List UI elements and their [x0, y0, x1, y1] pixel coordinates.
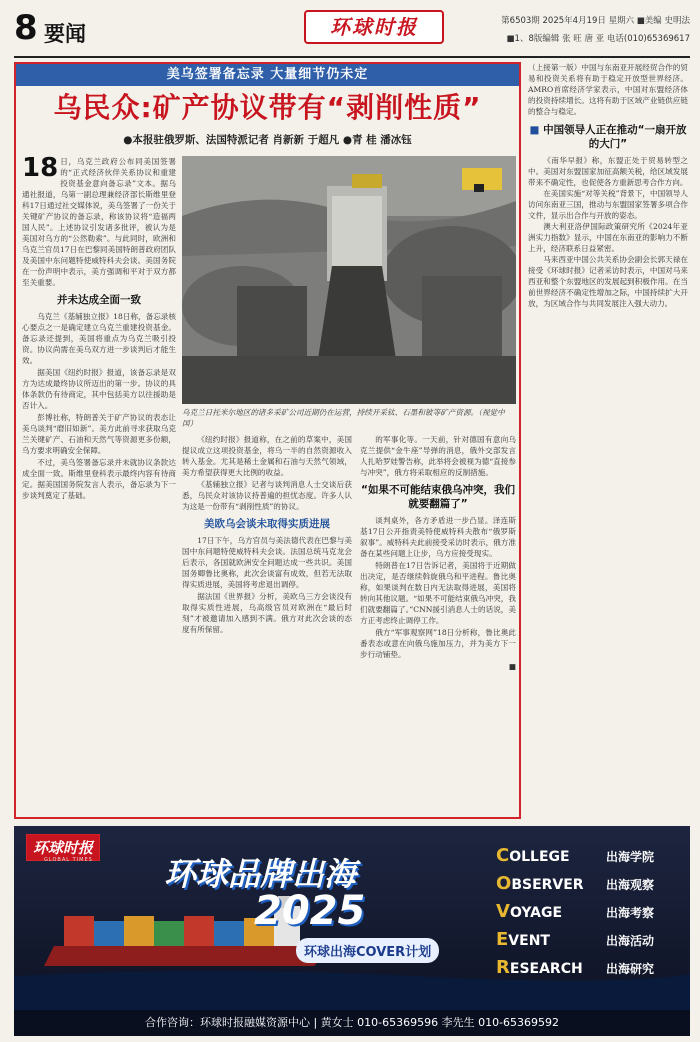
page-header	[14, 8, 690, 52]
header-rule	[14, 56, 690, 58]
article-column-1	[22, 156, 176, 811]
ad-brand-title: 环球品牌出海	[164, 855, 357, 893]
paragraph: 《南华早报》称，东盟正处于贸易转型之中。美国对东盟国家加征高额关税，给区域发展带来不确定性，也促使各方重新思考合作方向。	[528, 156, 688, 187]
masthead-logo: 环球时报	[304, 10, 444, 44]
page-number: 8	[14, 8, 38, 48]
section-heading: 并未达成全面一致	[57, 294, 141, 306]
ad-logo-subtitle: GLOBAL TIMES	[44, 857, 93, 863]
section-heading	[528, 123, 688, 151]
ad-word: ESEARCH	[509, 961, 583, 977]
ad-program-item[interactable]	[496, 954, 686, 982]
ad-initial: E	[496, 929, 509, 950]
ad-contact-bar: 合作咨询：环球时报融媒资源中心 | 黄女士 010-65369596 李先生 010-65369592	[14, 1010, 690, 1036]
paragraph: （上接第一版）中国与东南亚开展经贸合作的贸易和投资关系将有助于稳定开放型世界经济。AMRO首席经济学家表示，中国对东盟经济体的投资持续增长。这将有助于区域产业链供应链的整合与稳定。	[528, 63, 688, 116]
ad-program-name: 出海活动	[606, 934, 655, 948]
ad-program-name: 出海观察	[606, 878, 655, 892]
bullet-icon: ■	[529, 124, 540, 136]
ad-program-name: 出海研究	[606, 962, 655, 976]
article-column-3	[360, 434, 516, 812]
article-byline: ●本报驻俄罗斯、法国特派记者 肖新新 于超凡 ●青 桂 潘冰钰	[123, 134, 412, 146]
article-column-2	[182, 434, 352, 812]
paragraph: 特朗普在17日告诉记者，美国将于近期做出决定，是否继续斡旋俄乌和平进程。鲁比奥称，如果谈判在数日内无法取得进展，美国将转向其他议题。“如果不可能结束俄乌冲突，我们就要翻篇了。”CNN援引消息人士的话说，美方正考虑终止调停工作。	[360, 561, 516, 625]
ad-initial: V	[496, 901, 510, 922]
paragraph: 彭博社称，特朗普关于矿产协议的表态让美乌谈判“磨旧如新”。美方此前寻求获取乌克兰关键矿产、石油和天然气等资源更多份额，乌方要求明确安全保障。	[22, 413, 176, 455]
ad-word: BSERVER	[511, 877, 584, 893]
ad-word: OYAGE	[509, 905, 563, 921]
paragraph: 乌克兰《基辅独立报》18日称，备忘录核心要点之一是确定建立乌克兰重建投资基金。备忘录还提到，美国将重点为乌克兰吸引投资。协议尚需在美乌双方进一步谈判后才能生效。	[22, 312, 176, 365]
ad-program-item[interactable]	[496, 870, 686, 898]
photo-caption: 乌克兰日托米尔地区的诸多采矿公司近期仍在运营，持续开采钛、石墨和铍等矿产资源。（视觉中国）	[182, 408, 505, 428]
ad-program-item[interactable]	[496, 898, 686, 926]
paragraph: 澳大利亚洛伊国际政策研究所《2024年亚洲实力指数》显示，中国在东南亚的影响力不断上升，经济联系日益紧密。	[528, 222, 688, 253]
paragraph: 据美国《纽约时报》报道，该备忘录是双方为达成最终协议所迈出的第一步。协议的具体条款仍有待商定，其中包括美方以往援助是否计入。	[22, 368, 176, 410]
ad-program-name: 出海考察	[606, 906, 655, 920]
paragraph: 俄方“军事观察网”18日分析称，鲁比奥此番表态或意在向俄乌施加压力，并为美方下一步行动铺垫。	[360, 628, 516, 659]
paragraph: 《基辅独立报》记者与谈判消息人士交谈后获悉，乌民众对该协议持普遍的担忧态度。许多人认为这是一份带有“剥削性质”的协议。	[182, 480, 352, 511]
mine-photo	[182, 156, 516, 404]
advertisement-banner[interactable]	[14, 826, 690, 1036]
article-headline: 乌民众:矿产协议带有“剥削性质”	[53, 91, 482, 124]
section-heading: 美欧乌会谈未取得实质进展	[204, 518, 330, 530]
paragraph: 据法国《世界报》分析，美欧乌三方会谈没有取得实质性进展，乌高级官员对欧洲在“最后时刻”才被邀请加入感到不满。俄方对此次会谈的态度有所保留。	[182, 592, 352, 634]
ad-word: OLLEGE	[509, 849, 570, 865]
continued-article	[528, 62, 688, 819]
dropcap: 18	[22, 156, 59, 183]
pull-quote-heading: “如果不可能结束俄乌冲突，我们就要翻篇了”	[361, 484, 515, 510]
main-article	[14, 62, 521, 819]
ad-program-item[interactable]	[496, 842, 686, 870]
ad-initial: O	[496, 873, 512, 894]
end-mark: ■	[508, 662, 516, 671]
ad-plan-badge: 环球出海COVER计划	[296, 938, 439, 963]
editor-info: ■1、8版编辑 张 旺 唐 亚 电话(010)65369617	[506, 34, 690, 44]
mine-illustration	[182, 156, 516, 404]
paragraph: 谈判桌外，各方矛盾进一步凸显。泽连斯基17日公开指责美特使威特科夫散布“俄罗斯叙事”。威特科夫此前接受采访时表示，俄方准备在某些问题上让步，乌方应接受现实。	[360, 516, 516, 558]
ad-word: VENT	[508, 933, 550, 949]
paragraph: 在美国实施“对等关税”背景下，中国领导人访问东南亚三国，推动与东盟国家签署多项合作文件，显示出合作与开放的姿态。	[528, 189, 688, 220]
article-kicker: 美乌签署备忘录 大量细节仍未定	[16, 64, 519, 86]
section-name: 要闻	[44, 22, 86, 46]
ad-initial: R	[496, 957, 510, 978]
issue-info: 第6503期 2025年4月19日 星期六 ■美编 史明法	[501, 16, 690, 26]
paragraph: 不过，美乌签署备忘录并未就协议条款达成全面一致。斯维里登科表示最终内容有待商定。据美国国务院发言人表示，备忘录为下一步谈判奠定了基础。	[22, 458, 176, 500]
paragraph: 的军事化等。一天前，针对德国有意向乌克兰提供“金牛座”导弹的消息，俄外交部发言人扎哈罗娃警告称，此举将会被视为德“直接参与冲突”，俄方将采取相应的反制措施。	[360, 435, 516, 477]
ad-year: 2025	[254, 888, 366, 934]
ad-initial: C	[496, 845, 510, 866]
paragraph: 日，乌克兰政府公布同美国签署的“正式经济伙伴关系协议和重建投资基金意向备忘录”文本。据乌通社报道，乌第一副总理兼经济部长斯维里登科17日通过社交媒体说，美乌签署了一份关于关键矿产协议的备忘录，称该协议将“造福两国人民”。上述协议引发诸多批评，被认为是美国对乌方的“公然勒索”。与此同时，欧洲和乌克兰官员17日在巴黎同美国特朗普政府团队及美国中东问题特使威特科夫会谈。美国务院在一份声明中表示，美方强调和平对于双方都至关重要。	[22, 157, 176, 287]
paragraph: 《纽约时报》报道称，在之前的草案中，美国提议成立这项投资基金，将乌一半的自然资源收入转入基金。尤其是稀土金属和石油与天然气领域，美方希望获得更大比例的收益。	[182, 435, 352, 477]
paragraph: 17日下午，乌方官员与美法德代表在巴黎与美国中东问题特使威特科夫会谈。法国总统马克龙会后表示，各国就欧洲安全问题达成一些共识。美国国务卿鲁比奥称，此次会谈富有成效，但若无法取得实质进展，美国将考虑退出调停。	[182, 536, 352, 589]
ad-logo: 环球时报	[26, 834, 100, 861]
heading-text: 中国领导人正在推动“一扇开放的大门”	[543, 124, 687, 150]
ad-program-item[interactable]	[496, 926, 686, 954]
ad-program-list	[496, 842, 686, 982]
ad-program-name: 出海学院	[606, 850, 655, 864]
paragraph: 马来西亚中国公共关系协会副会长郭天禄在接受《环球时报》记者采访时表示，中国对马来西亚和整个东盟地区的发展起到积极作用。在当前世界经济不确定性增加之际，中国持续扩大开放，为区域合作与共同发展注入强大动力。	[528, 255, 688, 308]
